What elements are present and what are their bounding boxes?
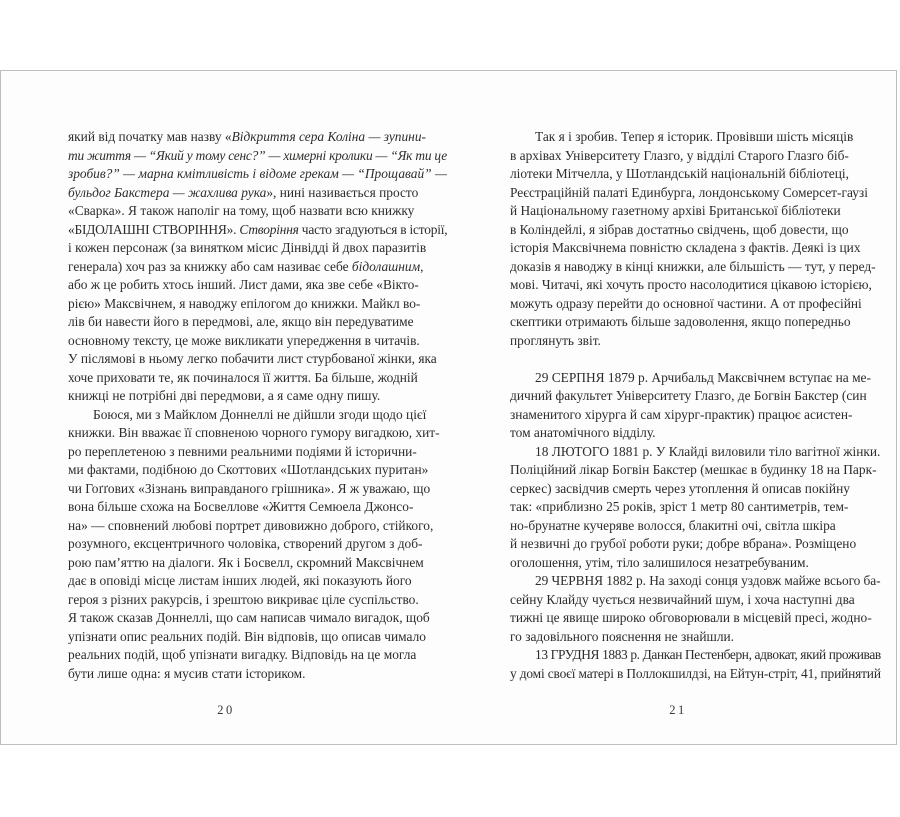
text-line: Поліційний лікар Богвін Бакстер (мешкає в будинку 18 на Парк- (510, 462, 877, 477)
text-line: дичний факультет Університету Глазго, де Богвін Бакстер (син (510, 388, 867, 403)
book-page-left (68, 128, 447, 683)
text-line: ми фактами, подібною до Скоттових «Шотландських пуритан» (68, 462, 429, 477)
text-line: або ж це робить хтось інший. Лист дами, яка зве себе «Вікто- (68, 277, 419, 292)
text-line: ти життя — “Який у тому сенс?” — химерні кролики — “Як ти це (68, 147, 447, 163)
text-line: Так я і зробив. Тепер я історик. Провівши шість місяців (535, 129, 854, 144)
text-line: лів би навести його в передмові, але, якщо він передуватиме (68, 314, 414, 329)
text-line: «Сварка». Я також наполіг на тому, щоб назвати всю книжку (68, 203, 415, 218)
text-line: в архівах Університету Глазго, у відділі Старого Глазго біб- (510, 147, 849, 163)
book-spread-image (0, 70, 897, 745)
text-line: сейну Клайду чується незвичайний шум, і хоча наступні два (510, 591, 855, 607)
text-line: серкес) засвідчив смерть через утоплення й описав покійну (510, 480, 850, 496)
text-line: можуть одразу перейти до основної частини. А от професійні (510, 295, 862, 311)
text-line: оголошення, утім, тіло залишилося незатребуваним. (510, 554, 809, 570)
text-line: історія Максвічнема повністю складена з фактів. Деякі із цих (510, 240, 861, 255)
text-line: Я також сказав Доннеллі, що сам написав чимало вигадок, щоб (68, 610, 430, 625)
text-line: вона більше схожа на Босвеллове «Життя Семюела Джонсо- (68, 499, 414, 514)
text-line: Боюся, ми з Майклом Доннеллі не дійшли згоди щодо цієї (93, 406, 427, 422)
text-line: У післямові в ньому легко побачити лист стурбованої жінки, яка (68, 351, 437, 366)
text-line: ро переплетеною з певними реальними подіями й історични- (68, 443, 417, 459)
text-line: скептики отримають більше задоволення, якщо попередньо (510, 314, 851, 329)
page-number-left: 20 (217, 703, 235, 717)
text-line: упізнати опис реальних подій. Він відповів, що описав чимало (68, 628, 426, 644)
text-line: том анатомічного відділу. (510, 425, 656, 440)
text-line: знаменитого хірурга й сам хірург-практик) працює асистен- (510, 406, 853, 422)
text-line: дає в оповіді місце листам інших людей, які показують його (68, 573, 412, 588)
text-line: й Національному газетному архіві Британської бібліотеки (510, 203, 841, 218)
text-line: тижні це явище широко обговорювали в місцевій пресі, жодно- (510, 610, 872, 625)
text-line: книжці не потрібні дві передмови, а я саме одну пишу. (68, 388, 381, 403)
text-line: на» — сповнений любові портрет дивовижно доброго, стійкого, (68, 517, 434, 533)
text-line: героя з різних ракурсів, і зрештою викриває ціле суспільство. (68, 591, 419, 607)
book-page-right (510, 128, 881, 683)
text-line: доказів я наводжу в кінці книжки, але більшість — тут, у перед- (510, 258, 876, 274)
text-line: книжки. Він вважає її сповненою чорного гумору вигадкою, хит- (68, 425, 440, 440)
text-line: го задовільного пояснення не знайшли. (510, 628, 735, 644)
text-line: реальних подій, щоб упізнати вигадку. Відповідь на це могла (68, 647, 417, 662)
text-line: розумного, ексцентричного чоловіка, створений другом з доб- (68, 536, 423, 551)
text-line: у домі своєї матері в Поллокшилдзі, на Ейтун-стріт, 41, прийнятий (510, 665, 881, 681)
text-line: генерала) хоч раз за книжку або сам називає себе бідолашним, (68, 258, 424, 274)
text-line: й незвичні до грубої роботи руки; добре вбрана». Розміщено (510, 536, 857, 551)
text-line: проглянуть звіт. (510, 332, 601, 348)
text-line: і кожен персонаж (за винятком місис Дінвідді й двох паразитів (68, 240, 427, 255)
text-line: 29 СЕРПНЯ 1879 р. Арчибальд Максвічнем вступає на ме- (535, 369, 871, 385)
text-line: 18 ЛЮТОГО 1881 р. У Клайді виловили тіло вагітної жінки. (535, 443, 881, 459)
text-line: «БІДОЛАШНІ СТВОРІННЯ». Створіння часто згадуються в історії, (68, 221, 447, 237)
text-line: Реєстраційній палаті Единбурга, лондонському Сомерсет-гаузі (510, 184, 868, 200)
text-line: 29 ЧЕРВНЯ 1882 р. На заході сонця уздовж майже всього ба- (535, 573, 881, 588)
text-line: який від початку мав назву «Відкриття сера Коліна — зупини- (68, 129, 426, 144)
text-line: мові. Читачі, які хочуть просто насолодитися цікавою історією, (510, 277, 872, 292)
text-line: так: «приблизно 25 років, зріст 1 метр 80 сантиметрів, тем- (510, 499, 849, 514)
text-line: но-брунатне кучеряве волосся, блакитні очі, світла шкіра (510, 517, 836, 533)
page-number-right: 21 (669, 703, 687, 717)
text-line: 13 ГРУДНЯ 1883 р. Данкан Пестенберн, адвокат, який проживав (535, 647, 881, 662)
text-line: в Коліндейлі, я зібрав достатньо свідчень, щоб довести, що (510, 221, 849, 237)
text-line: рією» Максвічнем, я наводжу епілогом до книжки. Майкл во- (68, 295, 421, 311)
text-line: ліотеки Мітчелла, у Шотландській національній бібліотеці, (510, 166, 849, 181)
text-line: зробив?” — марна кмітливість і відоме грекам — “Прощавай” — (68, 166, 447, 181)
text-line: бульдог Бакстера — жахлива рука», нині називається просто (68, 184, 419, 200)
text-line: хоче приховати те, як починалося її життя. Ба більше, жодній (68, 369, 418, 385)
text-line: чи Гоґґових «Зізнань виправданого грішника». Я ж уважаю, що (68, 480, 431, 496)
text-line: основному тексту, це може викликати упередження в читачів. (68, 332, 420, 348)
text-line: рою пам’яттю на діалоги. Як і Босвелл, скромний Максвічнем (68, 554, 424, 570)
text-line: бути лише одна: я мусив стати істориком. (68, 665, 306, 681)
